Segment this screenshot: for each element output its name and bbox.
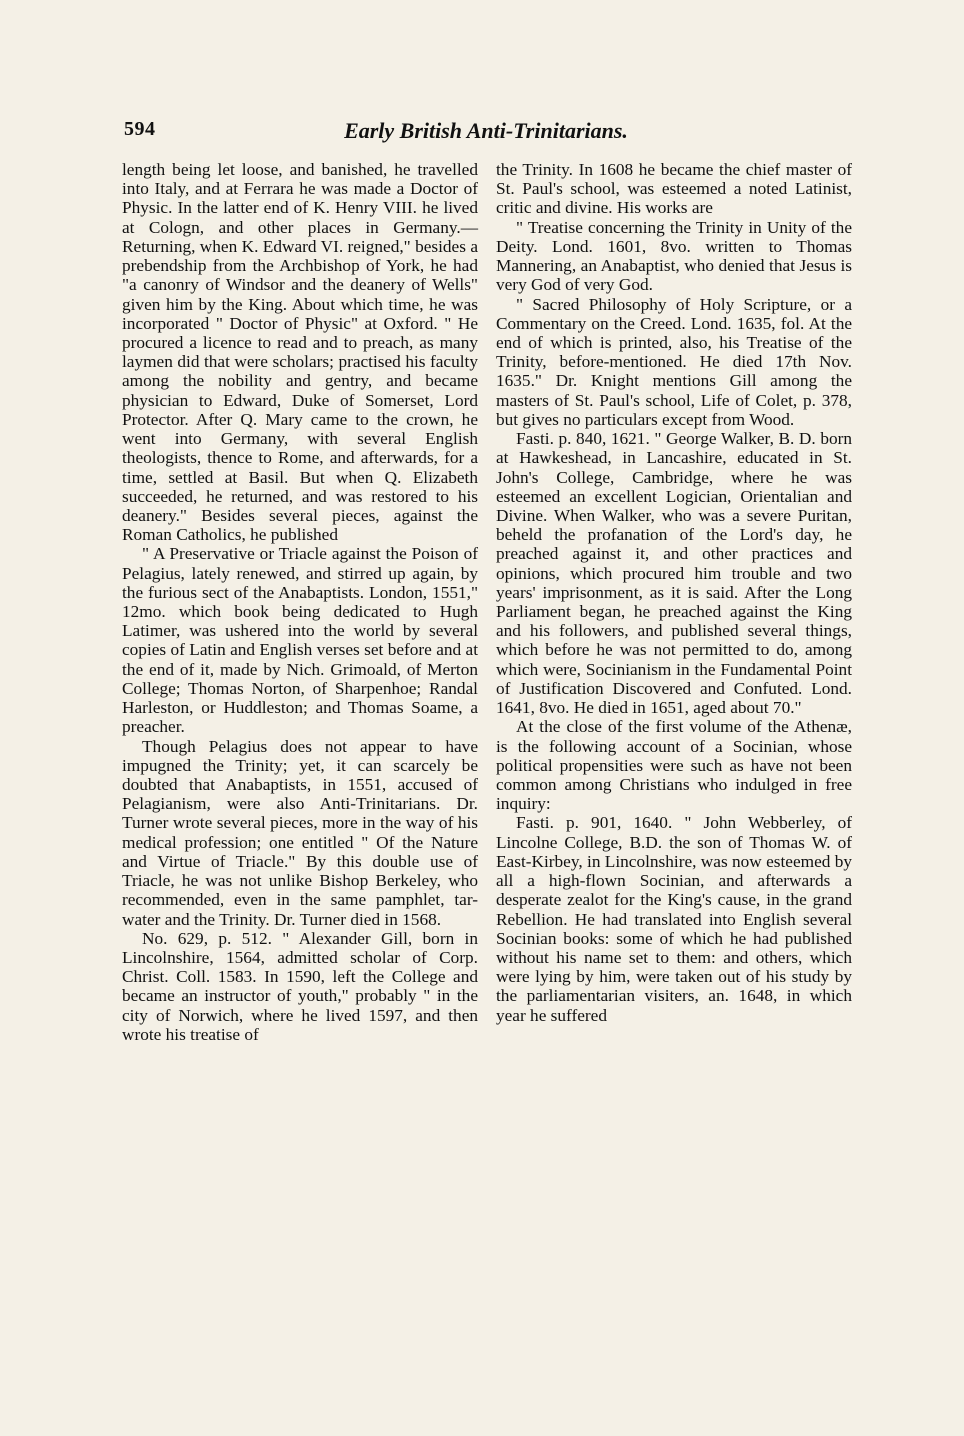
page-header [122, 118, 850, 152]
paragraph: " A Preservative or Triacle against the Poison of Pelagius, lately renewed, and stirred up again, by the furious sect of the Anabaptists. London, 1551," 12mo. which book being dedicated to Hugh Latimer, was ushered into the world by several copies of Latin and English verses set before and at the end of it, made by Nich. Grimoald, of Merton College; Thomas Norton, of Sharpenhoe; Randal Harleston, or Huddleston; and Thomas Soame, a preacher. [122, 544, 478, 737]
paragraph: length being let loose, and banished, he travelled into Italy, and at Ferrara he was made a Doctor of Physic. In the latter end of K. Henry VIII. he lived at Cologn, and other places in Germany.—Returning, when K. Edward VI. reigned," besides a prebendship from the Archbishop of York, he had "a canonry of Windsor and the deanery of Wells" given him by the King. About which time, he was incorporated " Doctor of Physic" at Oxford. " He procured a licence to read and to preach, as many laymen did that were scholars; practised his faculty among the nobility and gentry, and became physician to Edward, Duke of Somerset, Lord Protector. After Q. Mary came to the crown, he went into Germany, with several English theologists, thence to Rome, and afterwards, for a time, settled at Basil. But when Q. Elizabeth succeeded, he returned, and was restored to his deanery." Besides several pieces, against the Roman Catholics, he published [122, 160, 478, 545]
paragraph: " Treatise concerning the Trinity in Unity of the Deity. Lond. 1601, 8vo. written to Thomas Mannering, an Anabaptist, who denied that Jesus is very God of very God. [496, 217, 852, 295]
right-column [496, 160, 852, 1025]
paragraph: At the close of the first volume of the Athenæ, is the following account of a Socinian, whose political propensities were such as have not been common among Christians who indulged in free inquiry: [496, 717, 852, 814]
paragraph: Though Pelagius does not appear to have impugned the Trinity; yet, it can scarcely be doubted that Anabaptists, in 1551, accused of Pelagianism, were also Anti-Trinitarians. Dr. Turner wrote several pieces, more in the way of his medical profession; one entitled " Of the Nature and Virtue of Triacle." By this double use of Triacle, he was not unlike Bishop Berkeley, who recommended, even in the same pamphlet, tar-water and the Trinity. Dr. Turner died in 1568. [122, 736, 478, 929]
page-number: 594 [124, 118, 156, 140]
paragraph: " Sacred Philosophy of Holy Scripture, or a Commentary on the Creed. Lond. 1635, fol. At the end of which is printed, also, his Treatise of the Trinity, before-mentioned. He died 17th Nov. 1635." Dr. Knight mentions Gill among the masters of St. Paul's school, Life of Colet, p. 378, but gives no particulars except from Wood. [496, 294, 852, 429]
paragraph: Fasti. p. 901, 1640. " John Webberley, of Lincolne College, B.D. the son of Thomas W. of East-Kirbey, in Lincolnshire, was now esteemed by all a high-flown Socinian, and afterwards a desperate zealot for the King's cause, in the grand Rebellion. He had translated into English several Socinian books: some of which he had published without his name set to them: and others, which were lying by him, were taken out of his study by the parliamentarian visiters, an. 1648, in which year he suffered [496, 813, 852, 1025]
left-column [122, 160, 478, 1044]
paragraph: No. 629, p. 512. " Alexander Gill, born in Lincolnshire, 1564, admitted scholar of Corp. Christ. Coll. 1583. In 1590, left the College and became an instructor of youth," probably " in the city of Norwich, where he lived 1597, and then wrote his treatise of [122, 928, 478, 1044]
paragraph: Fasti. p. 840, 1621. " George Walker, B. D. born at Hawkeshead, in Lancashire, educated in St. John's College, Cambridge, where he was esteemed an excellent Logician, Orientalian and Divine. When Walker, who was a severe Puritan, beheld the profanation of the Lord's day, he preached against it, and other practices and opinions, which procured him trouble and two years' imprisonment, as it is said. After the Long Parliament began, he preached against the King and his followers, and published several things, which before he was not permitted to do, among which were, Socinianism in the Fundamental Point of Justification Discovered and Confuted. Lond. 1641, 8vo. He died in 1651, aged about 70." [496, 429, 852, 718]
running-title: Early British Anti-Trinitarians. [344, 118, 628, 143]
paragraph: the Trinity. In 1608 he became the chief master of St. Paul's school, was esteemed a noted Latinist, critic and divine. His works are [496, 160, 852, 218]
